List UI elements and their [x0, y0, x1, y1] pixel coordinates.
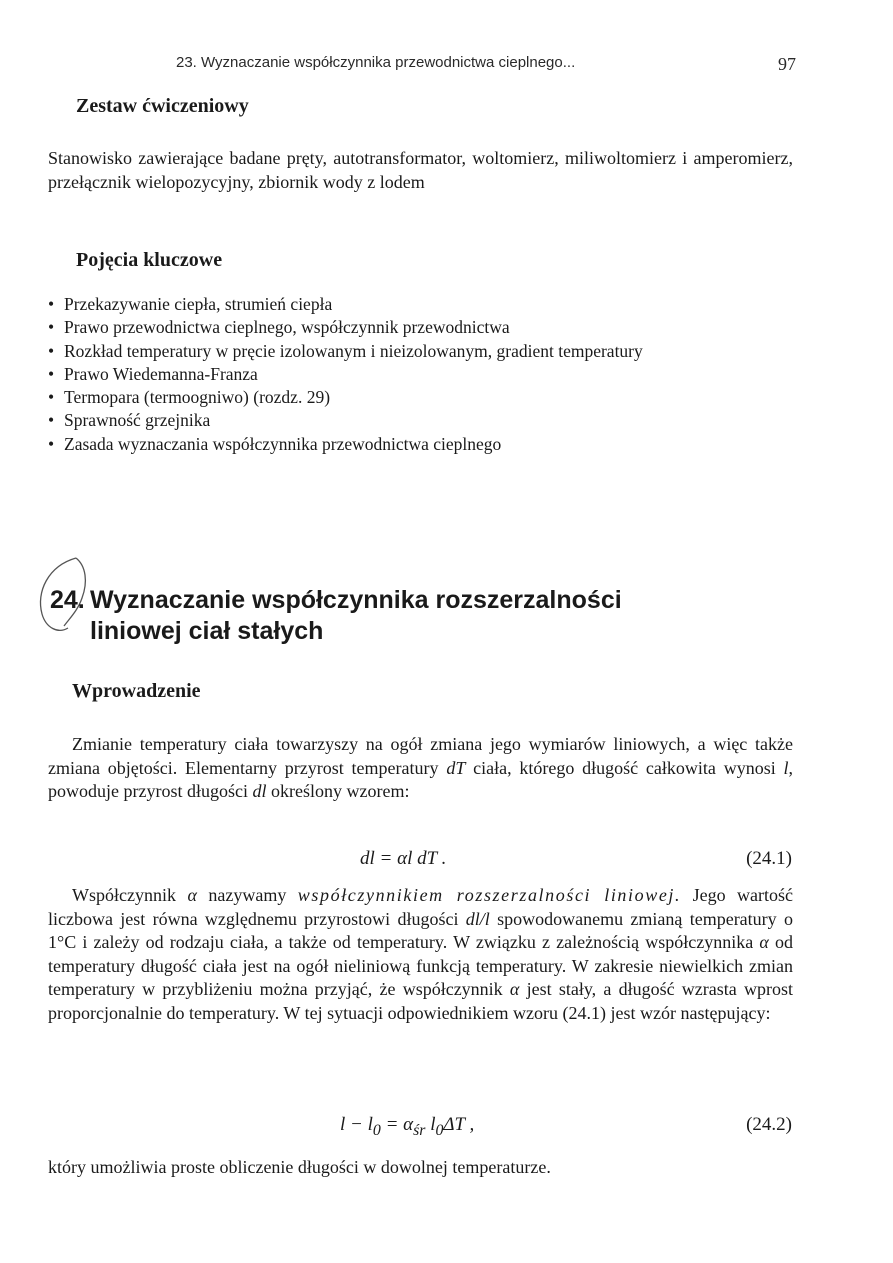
section-heading-equipment: Zestaw ćwiczeniowy [76, 95, 249, 117]
equation-formula: dl = αl dT . [360, 848, 447, 869]
page-number: 97 [778, 54, 796, 74]
equipment-paragraph: Stanowisko zawierające badane pręty, autotransformator, woltomierz, miliwoltomierz i amperomierz, przełącznik wielopozycyjny, zbiornik wody z lodem [48, 148, 793, 192]
list-item: • Prawo Wiedemanna-Franza [48, 363, 793, 386]
math-variable: α [509, 979, 520, 999]
chapter-title-line2: liniowej ciał stałych [90, 617, 324, 645]
text-run: Współczynnik [72, 885, 188, 905]
text-run: Zmianie temperatury ciała towarzyszy na ogół zmiana jego wymiarów liniowych, a więc także zmiana objętości. Elementarny przyrost temperatury [48, 734, 793, 778]
list-item: • Termopara (termoogniwo) (rozdz. 29) [48, 386, 793, 409]
equation-formula [340, 1114, 474, 1140]
running-head [176, 54, 796, 74]
math-term: = α [380, 1114, 414, 1135]
subscript: 0 [435, 1121, 444, 1139]
text-run: , powoduje przyrost długości [48, 757, 793, 801]
chapter-number: 24. [50, 586, 85, 614]
text-run: ciała, którego długość całkowita wynosi [465, 757, 784, 778]
equation-24-2 [60, 1114, 792, 1142]
chapter-title-line1: Wyznaczanie współczynnika rozszerzalności [90, 586, 622, 614]
equation-number: (24.1) [746, 848, 792, 869]
math-variable: α [759, 932, 769, 952]
text-run: Jego wartość liczbowa jest równa względnemu przyrostowi długości [48, 885, 794, 929]
text-run: jest stały, a długość wzrasta wprost proporcjonalnie do temperatury. W tej sytuacji odpowiednikiem wzoru (24.1) jest wzór następujący: [48, 979, 794, 1023]
subscript: 0 [372, 1121, 381, 1139]
math-variable: dl [252, 781, 267, 801]
text-run: od temperatury długość ciała jest na ogół nieliniową funkcją temperatury. W zakresie niewielkich zmian temperatury w przybliżeniu można przyjąć, że współczynnik [48, 932, 793, 999]
math-term: ΔT , [443, 1114, 475, 1135]
subscript: śr [413, 1121, 426, 1139]
math-variable: dl/l [465, 908, 490, 929]
key-concepts-list [48, 293, 793, 456]
list-item: • Rozkład temperatury w pręcie izolowanym i nieizolowanym, gradient temperatury [48, 340, 793, 363]
equation-24-1 [60, 848, 792, 874]
running-head-title: 23. Wyznaczanie współczynnika przewodnictwa cieplnego... [176, 54, 576, 71]
intro-paragraph-3: który umożliwia proste obliczenie długości w dowolnej temperaturze. [48, 1157, 551, 1177]
math-variable: dT [446, 757, 466, 778]
section-heading-introduction: Wprowadzenie [72, 680, 201, 702]
text-run: nazywamy [196, 885, 298, 905]
defined-term: współczynnikiem rozszerzalności liniowej. [297, 885, 682, 905]
math-term: l [425, 1114, 436, 1135]
intro-paragraph-2 [48, 884, 793, 1025]
list-item: • Prawo przewodnictwa cieplnego, współczynnik przewodnictwa [48, 316, 793, 339]
section-heading-key-concepts: Pojęcia kluczowe [76, 249, 223, 271]
text-run: określony wzorem: [266, 781, 410, 801]
list-item: • Sprawność grzejnika [48, 409, 793, 432]
chapter-title [50, 585, 770, 647]
math-variable: α [187, 885, 197, 905]
list-item: • Przekazywanie ciepła, strumień ciepła [48, 293, 793, 316]
list-item: • Zasada wyznaczania współczynnika przewodnictwa cieplnego [48, 433, 793, 456]
intro-paragraph-1 [48, 733, 793, 804]
equation-number: (24.2) [746, 1114, 792, 1135]
math-term: l − l [340, 1114, 373, 1135]
text-run: spowodowanemu zmianą temperatury o 1°C i zależy od rodzaju ciała, a także od temperatury. W związku z zależnością współczynnika [48, 908, 793, 952]
math-variable: l [783, 757, 789, 778]
